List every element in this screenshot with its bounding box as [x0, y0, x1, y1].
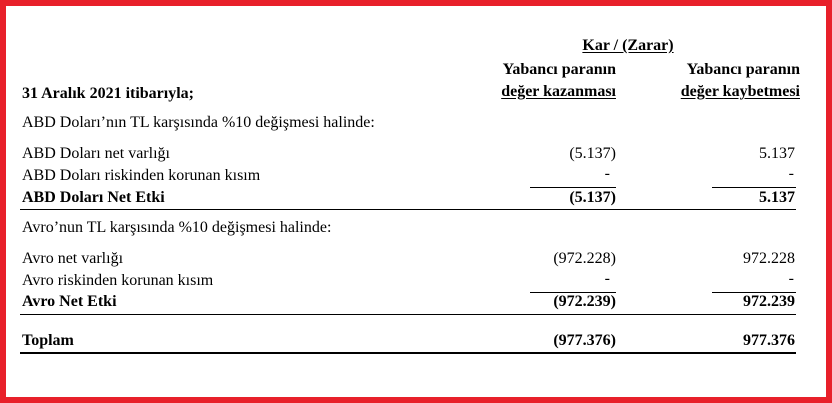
row-label: ABD Doları net varlığı — [22, 145, 170, 162]
total-gain-eur: (972.239) — [553, 293, 616, 310]
subtotal-rule — [530, 187, 616, 188]
row-loss-value: 972.228 — [743, 250, 795, 267]
row-label: Avro net varlığı — [22, 250, 124, 267]
grand-total-label: Toplam — [22, 332, 74, 349]
row-loss-value: - — [788, 270, 794, 287]
row-gain-value: - — [604, 270, 610, 287]
section-divider — [20, 314, 796, 315]
total-loss-usd: 5.137 — [759, 189, 795, 206]
total-label-usd: ABD Doları Net Etki — [22, 189, 165, 206]
row-gain-value: (972.228) — [553, 250, 616, 267]
grand-total-loss: 977.376 — [743, 332, 795, 349]
section-heading-eur: Avro’nun TL karşısında %10 değişmesi halinde: — [22, 219, 332, 236]
row-label: Avro riskinden korunan kısım — [22, 272, 214, 289]
subtotal-rule — [712, 187, 796, 188]
header-col2-line2: değer kaybetmesi — [680, 83, 800, 100]
header-group-label: Kar / (Zarar) — [582, 37, 674, 54]
total-loss-eur: 972.239 — [743, 293, 795, 310]
header-col1-line2: değer kazanması — [501, 83, 616, 100]
header-col1-line1: Yabancı paranın — [502, 61, 616, 78]
row-gain-value: - — [604, 165, 610, 182]
header-col2-line1: Yabancı paranın — [686, 61, 800, 78]
section-divider — [20, 209, 796, 210]
row-gain-value: (5.137) — [569, 145, 616, 162]
date-label: 31 Aralık 2021 itibarıyla; — [22, 85, 194, 102]
grand-total-rule — [20, 352, 796, 354]
grand-total-gain: (977.376) — [553, 332, 616, 349]
row-loss-value: - — [788, 165, 794, 182]
section-heading-usd: ABD Doları’nın TL karşısında %10 değişmesi halinde: — [22, 114, 375, 131]
row-loss-value: 5.137 — [759, 145, 795, 162]
total-label-eur: Avro Net Etki — [22, 293, 117, 310]
row-label: ABD Doları riskinden korunan kısım — [22, 167, 261, 184]
total-gain-usd: (5.137) — [569, 189, 616, 206]
